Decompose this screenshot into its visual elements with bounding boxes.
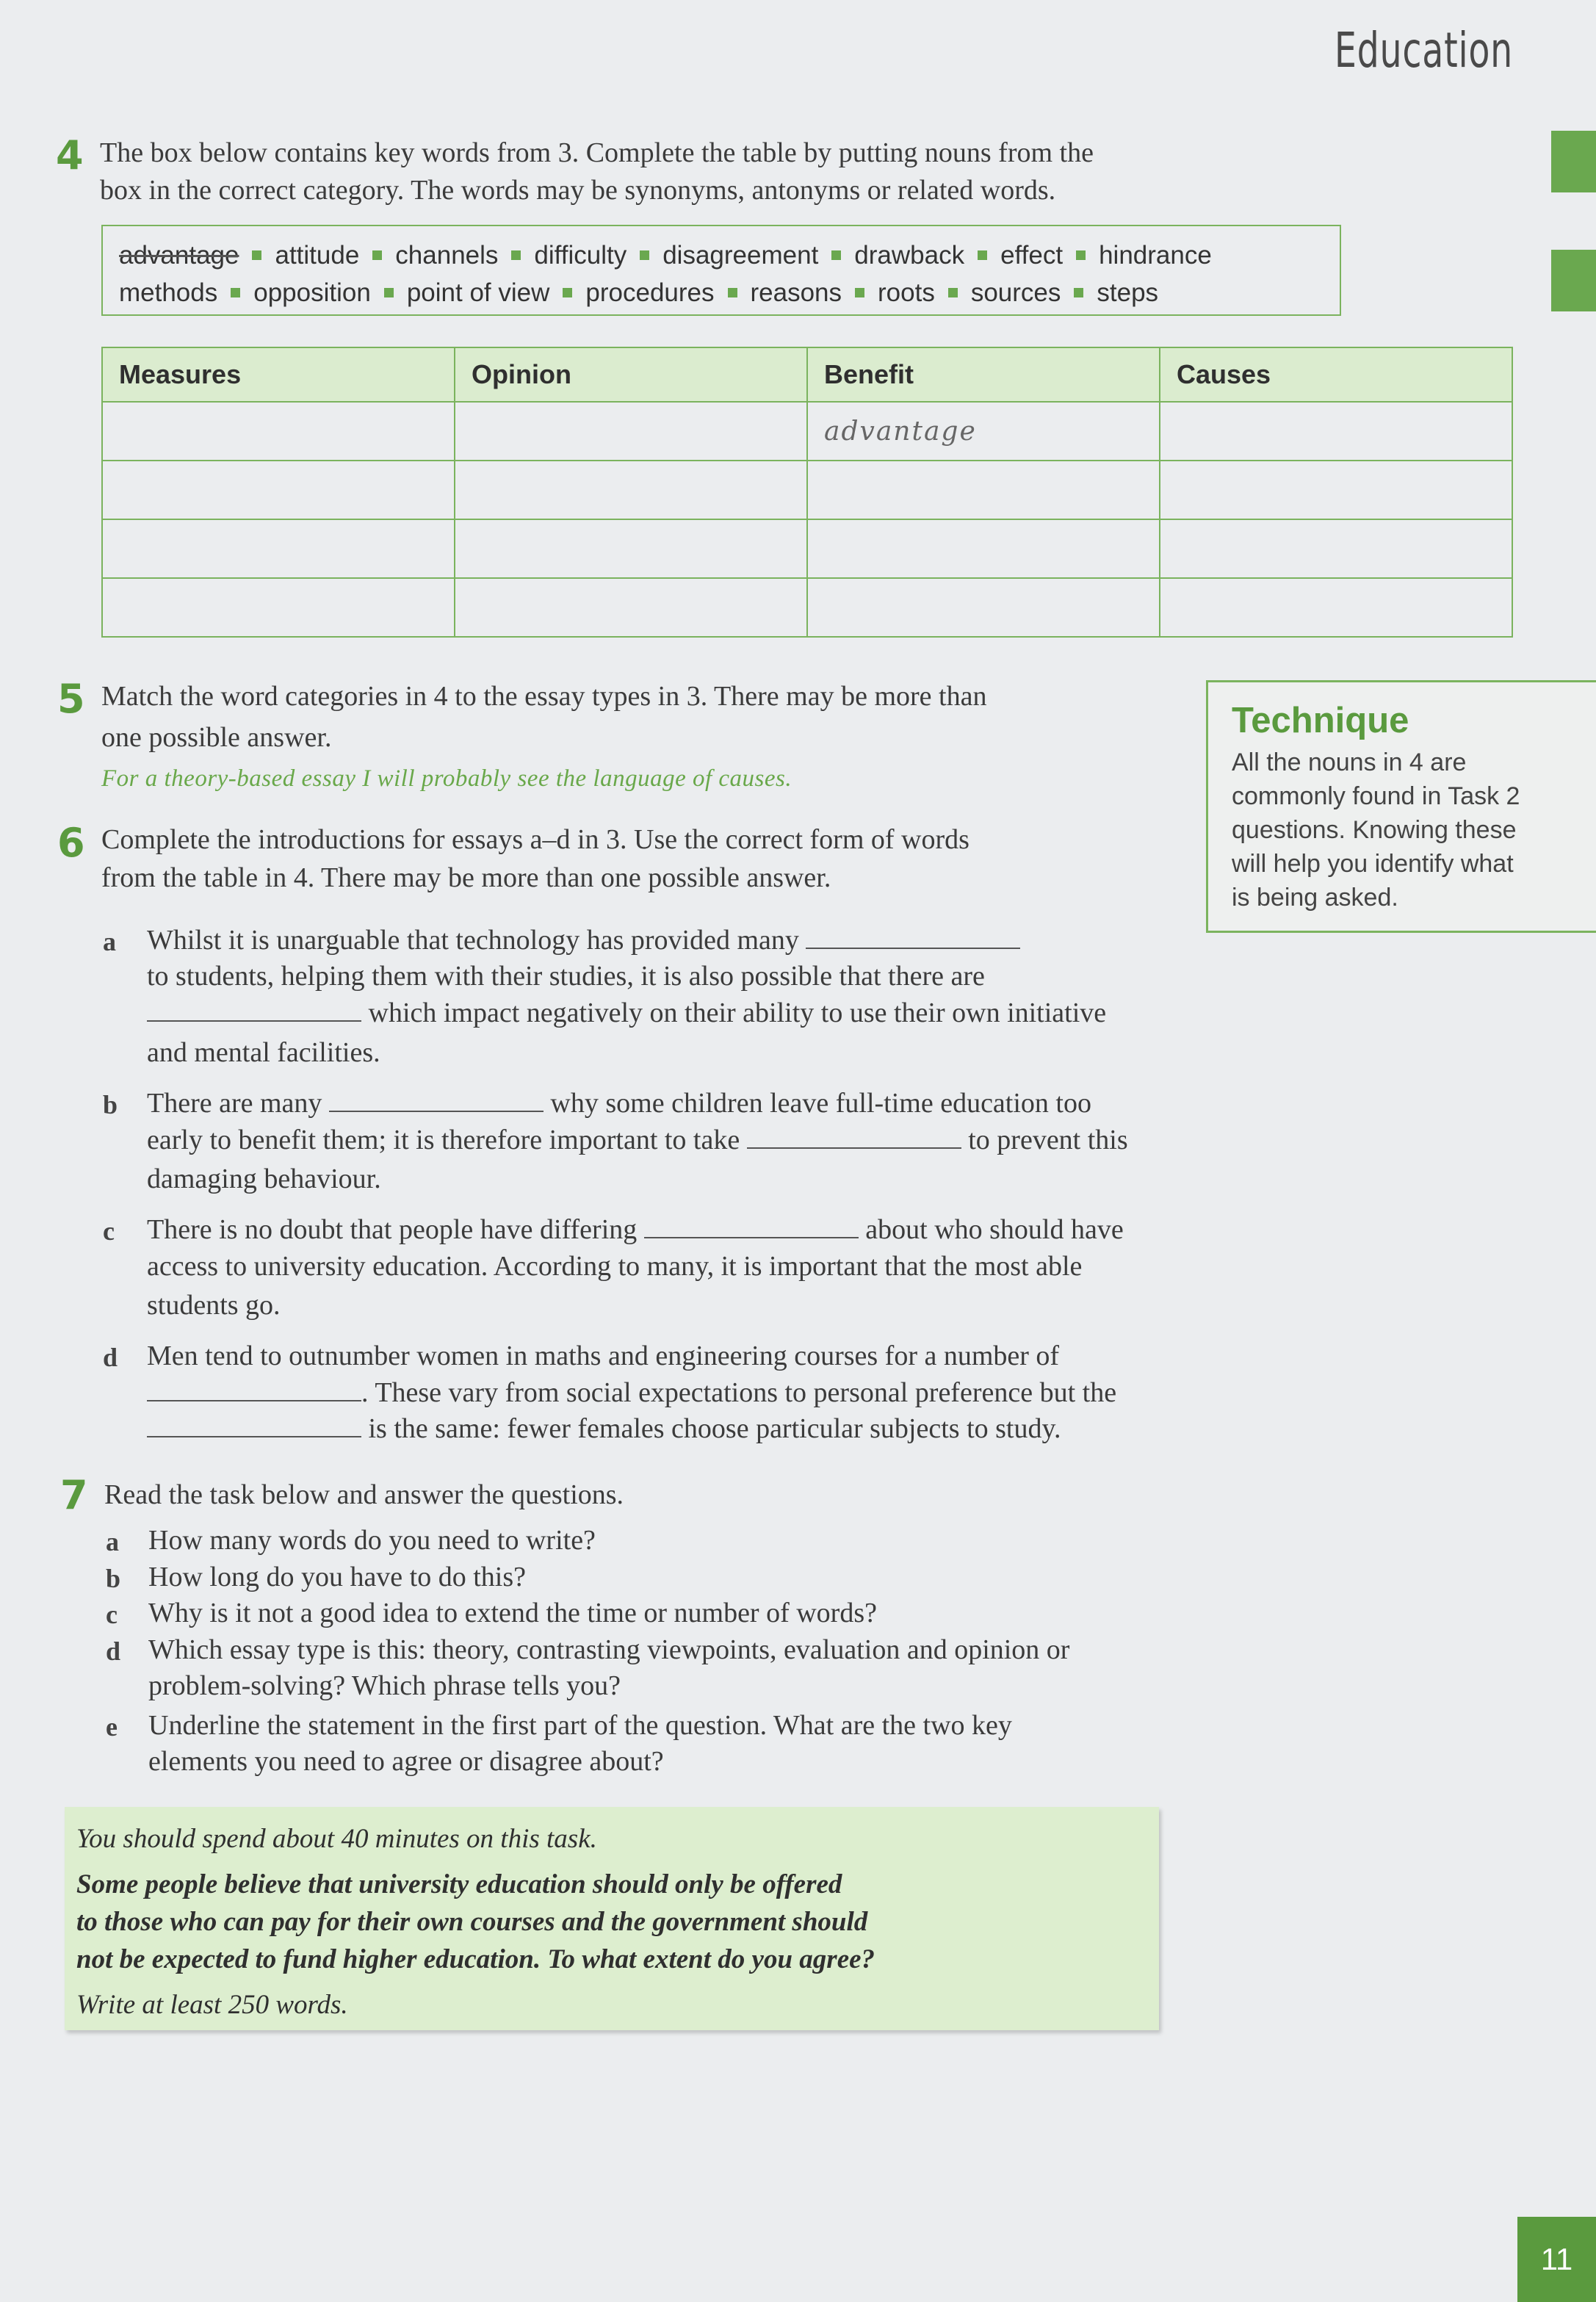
word-item: difficulty <box>534 241 627 270</box>
item-text: students go. <box>147 1290 281 1321</box>
item-letter: e <box>106 1712 118 1742</box>
answer-blank[interactable] <box>747 1125 961 1149</box>
table-cell[interactable] <box>807 402 1160 461</box>
item-text-part: about who should have <box>865 1214 1124 1245</box>
example-sentence: For a theory-based essay I will probably see the language of causes. <box>101 765 792 792</box>
table-cell[interactable] <box>102 461 455 519</box>
item-text-part: is the same: fewer females choose particular subjects to study. <box>368 1413 1061 1444</box>
item-text: Underline the statement in the first part of the question. What are the two key <box>148 1710 1012 1741</box>
task-prompt-line: not be expected to fund higher education. To what extent do you agree? <box>76 1944 875 1974</box>
square-bullet-icon <box>978 250 987 260</box>
column-header-benefit: Benefit <box>807 347 1160 402</box>
item-text <box>147 1085 1091 1122</box>
item-text-part: Whilst it is unarguable that technology has provided many <box>147 925 799 956</box>
question-text: Read the task below and answer the questions. <box>104 1479 624 1510</box>
item-letter: b <box>103 1090 118 1119</box>
item-text: Men tend to outnumber women in maths and engineering courses for a number of <box>147 1341 1060 1371</box>
table-cell[interactable] <box>807 461 1160 519</box>
table-header-row <box>102 347 1512 402</box>
item-text: How many words do you need to write? <box>148 1525 596 1556</box>
table-cell[interactable] <box>102 578 455 637</box>
technique-body <box>1232 746 1596 914</box>
item-text: Which essay type is this: theory, contrasting viewpoints, evaluation and opinion or <box>148 1634 1070 1665</box>
answer-blank[interactable] <box>644 1215 859 1238</box>
square-bullet-icon <box>640 250 649 260</box>
item-text-part: early to benefit them; it is therefore important to take <box>147 1125 740 1155</box>
question-text: one possible answer. <box>101 722 332 753</box>
question-number: 4 <box>56 132 84 178</box>
item-text <box>147 995 1106 1032</box>
item-letter: d <box>103 1343 118 1372</box>
word-item: drawback <box>854 241 965 270</box>
column-header-opinion: Opinion <box>455 347 807 402</box>
item-text: How long do you have to do this? <box>148 1562 527 1592</box>
answer-blank[interactable] <box>329 1089 544 1112</box>
item-text: and mental facilities. <box>147 1037 380 1068</box>
table-row <box>102 519 1512 578</box>
answer-blank[interactable] <box>147 998 361 1022</box>
square-bullet-icon <box>855 288 864 297</box>
answer-blank[interactable] <box>147 1378 361 1401</box>
word-item: opposition <box>253 278 371 307</box>
item-text <box>147 1410 1061 1448</box>
word-item: hindrance <box>1099 241 1212 270</box>
table-cell[interactable] <box>1160 402 1512 461</box>
technique-title: Technique <box>1232 701 1409 740</box>
question-text: box in the correct category. The words may be synonyms, antonyms or related words. <box>100 175 1056 206</box>
table-cell[interactable] <box>1160 461 1512 519</box>
word-item: procedures <box>585 278 715 307</box>
table-cell[interactable] <box>1160 519 1512 578</box>
word-box <box>101 225 1341 316</box>
item-text-part: to prevent this <box>968 1125 1128 1155</box>
item-text <box>147 1211 1124 1249</box>
table-cell[interactable] <box>1160 578 1512 637</box>
category-table <box>101 347 1513 638</box>
table-row <box>102 402 1512 461</box>
technique-line: questions. Knowing these <box>1232 816 1517 844</box>
technique-line: will help you identify what <box>1232 850 1514 878</box>
table-cell[interactable] <box>807 519 1160 578</box>
word-item: point of view <box>406 278 550 307</box>
item-text-part: . These vary from social expectations to personal preference but the <box>361 1377 1117 1408</box>
word-box-line <box>119 237 1340 274</box>
question-text: from the table in 4. There may be more than one possible answer. <box>101 862 831 893</box>
table-row <box>102 461 1512 519</box>
technique-line: All the nouns in 4 are <box>1232 748 1467 776</box>
answer-blank[interactable] <box>147 1414 361 1437</box>
square-bullet-icon <box>252 250 261 260</box>
item-text: to students, helping them with their studies, it is also possible that there are <box>147 961 985 992</box>
item-text <box>147 922 1020 959</box>
item-letter: a <box>106 1527 119 1556</box>
page-number: 11 <box>1517 2217 1596 2302</box>
item-text <box>147 1122 1128 1159</box>
task-instruction: Write at least 250 words. <box>76 1990 348 2020</box>
word-item: advantage <box>119 241 239 270</box>
table-cell[interactable] <box>455 578 807 637</box>
item-letter: c <box>106 1600 118 1629</box>
table-cell[interactable] <box>807 578 1160 637</box>
column-header-causes: Causes <box>1160 347 1512 402</box>
square-bullet-icon <box>831 250 841 260</box>
item-text: access to university education. According to many, it is important that the most able <box>147 1251 1083 1282</box>
word-item: methods <box>119 278 218 307</box>
technique-line: commonly found in Task 2 <box>1232 782 1520 810</box>
item-letter: c <box>103 1216 115 1246</box>
task-prompt-line: to those who can pay for their own courses and the government should <box>76 1907 868 1937</box>
word-item: channels <box>395 241 499 270</box>
answer-blank[interactable] <box>806 926 1020 949</box>
technique-box <box>1206 680 1596 933</box>
word-item: effect <box>1000 241 1064 270</box>
table-cell[interactable] <box>102 402 455 461</box>
square-bullet-icon <box>948 288 958 297</box>
word-item: reasons <box>750 278 842 307</box>
item-letter: d <box>106 1637 121 1666</box>
side-tab-marker <box>1551 250 1596 311</box>
word-item: roots <box>878 278 935 307</box>
item-text-part: There is no doubt that people have differing <box>147 1214 638 1245</box>
chapter-title: Education <box>1334 22 1513 79</box>
handwritten-example-answer: advantage <box>824 416 977 447</box>
square-bullet-icon <box>1074 288 1083 297</box>
item-letter: a <box>103 927 116 956</box>
item-text <box>147 1374 1116 1412</box>
item-letter: b <box>106 1564 121 1593</box>
task-instruction: You should spend about 40 minutes on this task. <box>76 1824 597 1854</box>
item-text-part: which impact negatively on their ability to use their own initiative <box>368 997 1107 1028</box>
item-text: Why is it not a good idea to extend the time or number of words? <box>148 1598 877 1628</box>
square-bullet-icon <box>563 288 572 297</box>
square-bullet-icon <box>231 288 240 297</box>
question-number: 6 <box>57 820 85 866</box>
question-number: 7 <box>60 1472 88 1518</box>
item-text-part: why some children leave full-time education too <box>550 1088 1091 1119</box>
word-item: sources <box>970 278 1061 307</box>
task-prompt-line: Some people believe that university education should only be offered <box>76 1869 842 1899</box>
item-text: damaging behaviour. <box>147 1163 381 1194</box>
question-number: 5 <box>57 676 85 722</box>
table-cell[interactable] <box>102 519 455 578</box>
word-item: attitude <box>275 241 360 270</box>
table-cell[interactable] <box>455 461 807 519</box>
item-text-part: There are many <box>147 1088 322 1119</box>
question-text: Match the word categories in 4 to the essay types in 3. There may be more than <box>101 681 987 712</box>
square-bullet-icon <box>511 250 521 260</box>
square-bullet-icon <box>728 288 737 297</box>
word-item: steps <box>1097 278 1159 307</box>
writing-task-box <box>65 1807 1159 2030</box>
square-bullet-icon <box>1076 250 1086 260</box>
item-text: elements you need to agree or disagree about? <box>148 1746 664 1777</box>
table-cell[interactable] <box>455 402 807 461</box>
table-cell[interactable] <box>455 519 807 578</box>
side-tab-marker <box>1551 131 1596 192</box>
table-row <box>102 578 1512 637</box>
word-box-line <box>119 274 1340 311</box>
square-bullet-icon <box>384 288 394 297</box>
question-text: Complete the introductions for essays a–d in 3. Use the correct form of words <box>101 824 969 855</box>
item-text: problem-solving? Which phrase tells you? <box>148 1670 621 1701</box>
technique-line: is being asked. <box>1232 884 1398 912</box>
column-header-measures: Measures <box>102 347 455 402</box>
word-item: disagreement <box>662 241 819 270</box>
square-bullet-icon <box>372 250 382 260</box>
question-text: The box below contains key words from 3. Complete the table by putting nouns from the <box>100 137 1094 168</box>
